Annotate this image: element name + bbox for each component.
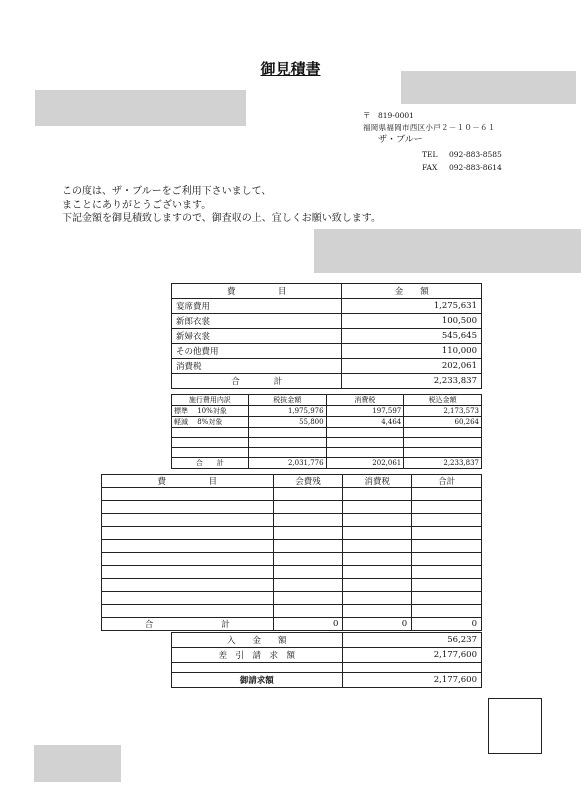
redacted-block-middle-right: [314, 229, 581, 273]
summary-row-label: 新郎衣裳: [172, 314, 342, 329]
document-title: 御見積書: [260, 60, 321, 78]
summary-row-value: 1,275,631: [342, 299, 482, 314]
balance-value: 2,177,600: [342, 648, 482, 663]
summary-row-value: 545,645: [342, 329, 482, 344]
summary-row-label: 消費税: [172, 359, 342, 374]
sender-tel-label: TEL: [422, 150, 438, 159]
tax-row-pre-tax: 55,800: [248, 417, 326, 428]
summary-header-item: 費 目: [172, 284, 342, 299]
summary-header-amount: 金 額: [342, 284, 482, 299]
kaihi-empty-row: [102, 605, 482, 618]
kaihi-empty-row: [102, 488, 482, 501]
summary-total-value: 2,233,837: [342, 374, 482, 389]
kaihi-empty-row: [102, 514, 482, 527]
sender-fax-label: FAX: [422, 163, 438, 172]
tax-breakdown-table: [171, 394, 482, 469]
summary-row-value: 202,061: [342, 359, 482, 374]
tax-empty-row: [172, 438, 482, 448]
greeting-line-2: まことにありがとうございます。: [62, 199, 212, 211]
kaihi-empty-row: [102, 527, 482, 540]
balance-label: 差 引 請 求 額: [172, 648, 343, 663]
kaihi-header-balance: 会費残: [273, 475, 343, 488]
kaihi-empty-row: [102, 553, 482, 566]
kaihi-total-label: 合 計: [102, 618, 274, 631]
greeting-text: [62, 185, 381, 226]
tax-header-breakdown: 施行費用内訳: [172, 395, 249, 406]
kaihi-header-total: 合計: [412, 475, 482, 488]
tax-row-label: 標準 10%対象: [172, 406, 249, 417]
summary-row-label: その他費用: [172, 344, 342, 359]
tax-empty-row: [172, 448, 482, 458]
tax-header-incl-tax: 税込金額: [404, 395, 482, 406]
sender-fax: 092-883-8614: [449, 163, 502, 172]
kaihi-table: [101, 474, 482, 631]
payment-empty-row: [172, 663, 482, 673]
redacted-block-recipient: [35, 90, 246, 126]
kaihi-empty-row: [102, 501, 482, 514]
payment-table: [171, 632, 482, 688]
tax-row-tax: 4,464: [326, 417, 404, 428]
summary-row-value: 100,500: [342, 314, 482, 329]
sender-tel: 092-883-8585: [449, 150, 502, 159]
summary-table: [171, 283, 482, 389]
kaihi-empty-row: [102, 540, 482, 553]
kaihi-header-tax: 消費税: [343, 475, 412, 488]
tax-total-incl-tax: 2,233,837: [404, 458, 482, 469]
tax-header-tax: 消費税: [326, 395, 404, 406]
summary-row-label: 宴席費用: [172, 299, 342, 314]
tax-row-pre-tax: 1,975,976: [248, 406, 326, 417]
billing-label: 御請求額: [172, 673, 343, 688]
kaihi-total-balance: 0: [273, 618, 343, 631]
tax-header-pre-tax: 税抜金額: [248, 395, 326, 406]
tax-row-incl-tax: 60,264: [404, 417, 482, 428]
greeting-line-1: この度は、ザ・ブルーをご利用下さいまして、: [62, 186, 272, 197]
kaihi-total-tax: 0: [343, 618, 412, 631]
tax-total-tax: 202,061: [326, 458, 404, 469]
tax-row-tax: 197,597: [326, 406, 404, 417]
kaihi-empty-row: [102, 566, 482, 579]
summary-total-label: 合 計: [172, 374, 342, 389]
kaihi-empty-row: [102, 592, 482, 605]
deposit-value: 56,237: [342, 633, 482, 648]
tax-empty-row: [172, 428, 482, 438]
kaihi-header-item: 費 目: [102, 475, 274, 488]
deposit-label: 入 金 額: [172, 633, 343, 648]
redacted-block-bottom-left: [34, 745, 121, 782]
summary-row-label: 新婦衣裳: [172, 329, 342, 344]
kaihi-empty-row: [102, 579, 482, 592]
tax-row-incl-tax: 2,173,573: [404, 406, 482, 417]
sender-postal: 〒 819-0001: [363, 111, 414, 120]
tax-row-label: 軽減 8%対象: [172, 417, 249, 428]
tax-total-pre-tax: 2,031,776: [248, 458, 326, 469]
summary-row-value: 110,000: [342, 344, 482, 359]
sender-address: 福岡県福岡市西区小戸２－１０－６１: [363, 123, 496, 132]
kaihi-total-sum: 0: [412, 618, 482, 631]
stamp-box: [488, 698, 542, 754]
tax-total-label: 合 計: [172, 458, 249, 469]
billing-value: 2,177,600: [342, 673, 482, 688]
greeting-line-3: 下記金額を御見積致しますので、御査収の上、宜しくお願い致します。: [62, 213, 381, 224]
sender-company: ザ・ブルー: [378, 135, 423, 145]
